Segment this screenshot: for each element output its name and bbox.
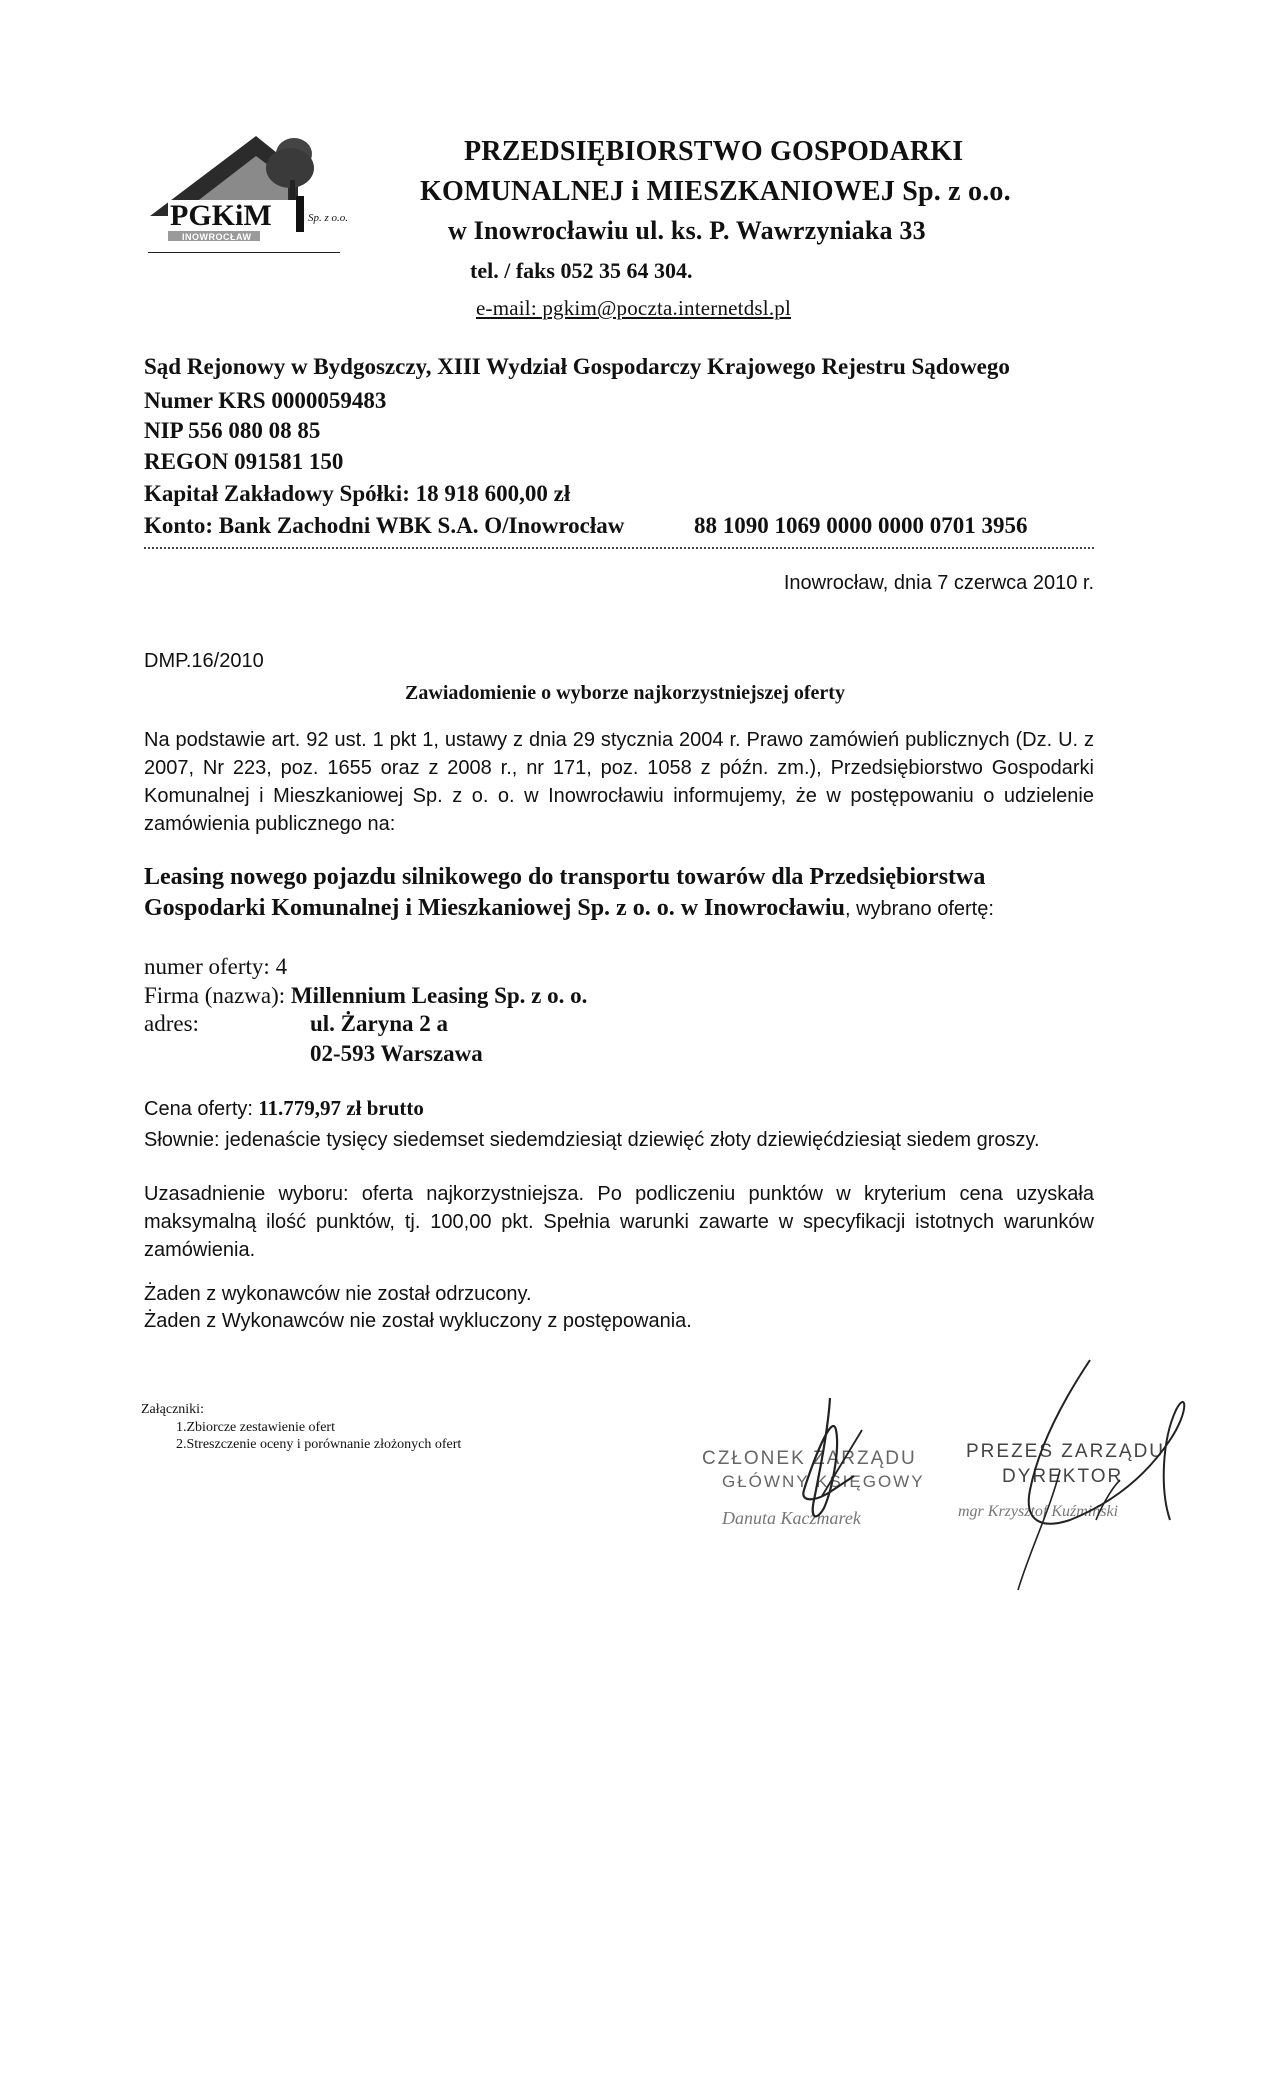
registry-account-label: Konto: Bank Zachodni WBK S.A. O/Inowrocław xyxy=(144,513,625,538)
registry-court: Sąd Rejonowy w Bydgoszczy, XIII Wydział Gospodarczy Krajowego Rejestru Sądowego xyxy=(144,354,1010,379)
company-logo xyxy=(148,128,353,253)
note-rejected: Żaden z wykonawców nie został odrzucony. xyxy=(144,1283,532,1305)
justification-paragraph: Uzasadnienie wyboru: oferta najkorzystniejsza. Po podliczeniu punktów w kryterium cena uzyskała maksymalną ilość punktów, tj. 100,00 pkt. Spełnia warunki zawarte w specyfikacji istotnych warunków zamówienia. xyxy=(144,1183,1094,1261)
stamp-left-line2: GŁÓWNY KSIĘGOWY xyxy=(722,1472,925,1491)
document-reference: DMP.16/2010 xyxy=(144,650,264,672)
offer-address-label: adres: xyxy=(144,1011,199,1036)
stamp-right-name: mgr Krzysztof Kuźmiński xyxy=(958,1503,1119,1520)
document-date: Inowrocław, dnia 7 czerwca 2010 r. xyxy=(783,572,1094,594)
registry-regon: REGON 091581 150 xyxy=(144,449,344,474)
registry-krs: Numer KRS 0000059483 xyxy=(144,388,387,413)
document-title: Zawiadomienie o wyborze najkorzystniejszej oferty xyxy=(405,682,845,704)
stamp-left-name: Danuta Kaczmarek xyxy=(722,1508,861,1528)
subject-bold: Leasing nowego pojazdu silnikowego do transportu towarów dla Przedsiębiorstwa Gospodarki Komunalnej i Mieszkaniowej Sp. z o. o. w Inowrocławiu xyxy=(144,864,986,921)
letterhead-phone: tel. / faks 052 35 64 304. xyxy=(470,258,693,283)
stamp-right-line1: PREZES ZARZĄDU xyxy=(966,1441,1166,1462)
price-label: Cena oferty: xyxy=(144,1098,253,1120)
attachment-item: 1.Zbiorcze zestawienie ofert xyxy=(176,1420,335,1435)
logo-suffix: Sp. z o.o. xyxy=(308,212,349,224)
registry-nip: NIP 556 080 08 85 xyxy=(144,418,321,443)
offer-firm-label: Firma (nazwa): xyxy=(144,983,286,1008)
intro-paragraph: Na podstawie art. 92 ust. 1 pkt 1, ustawy z dnia 29 stycznia 2004 r. Prawo zamówień publicznych (Dz. U. z 2007, Nr 223, poz. 1655 oraz z 2008 r., nr 171, poz. 1058 z późn. zm.), Przedsiębiorstwo Gospodarki Komunalnej i Mieszkaniowej Sp. z o. o. w Inowrocławiu informujemy, że w postępowaniu o udzielenie zamówienia publicznego na: xyxy=(144,729,1094,835)
letterhead-line3: w Inowrocławiu ul. ks. P. Wawrzyniaka 33 xyxy=(448,216,926,245)
letterhead-line2: KOMUNALNEJ i MIESZKANIOWEJ Sp. z o.o. xyxy=(420,176,1011,207)
registry-account-number: 88 1090 1069 0000 0000 0701 3956 xyxy=(694,513,1028,538)
logo-text: PGKiM xyxy=(170,199,272,232)
registry-capital: Kapitał Zakładowy Spółki: 18 918 600,00 zł xyxy=(144,481,571,506)
subject-paragraph xyxy=(144,862,1104,925)
offer-firm xyxy=(144,984,587,1007)
offer-address-line2: 02-593 Warszawa xyxy=(310,1041,483,1066)
offer-address-line1: ul. Żaryna 2 a xyxy=(310,1011,449,1036)
price-value: 11.779,97 zł brutto xyxy=(258,1096,424,1120)
logo-underline xyxy=(148,252,340,253)
offer-firm-value: Millennium Leasing Sp. z o. o. xyxy=(290,983,588,1008)
subject-tail: , wybrano ofertę: xyxy=(844,898,994,920)
signature-left xyxy=(770,1390,900,1540)
offer-number: numer oferty: 4 xyxy=(144,954,288,979)
stamp-right-line2: DYREKTOR xyxy=(1002,1466,1124,1487)
dotted-separator xyxy=(144,547,1094,549)
letterhead-line1: PRZEDSIĘBIORSTWO GOSPODARKI xyxy=(464,136,964,167)
note-excluded: Żaden z Wykonawców nie został wykluczony z postępowania. xyxy=(144,1310,692,1332)
signature-right xyxy=(1000,1350,1210,1600)
logo-city: INOWROCŁAW xyxy=(182,232,252,242)
price-in-words: Słownie: jedenaście tysięcy siedemset siedemdziesiąt dziewięć złoty dziewięćdziesiąt siedem groszy. xyxy=(144,1129,1040,1151)
attachments-label: Załączniki: xyxy=(141,1402,204,1417)
attachment-item: 2.Streszczenie oceny i porównanie złożonych ofert xyxy=(176,1437,462,1452)
stamp-left-line1: CZŁONEK ZARZĄDU xyxy=(702,1448,917,1469)
price-line xyxy=(144,1098,424,1119)
letterhead-email[interactable]: e-mail: pgkim@poczta.internetdsl.pl xyxy=(476,296,792,320)
